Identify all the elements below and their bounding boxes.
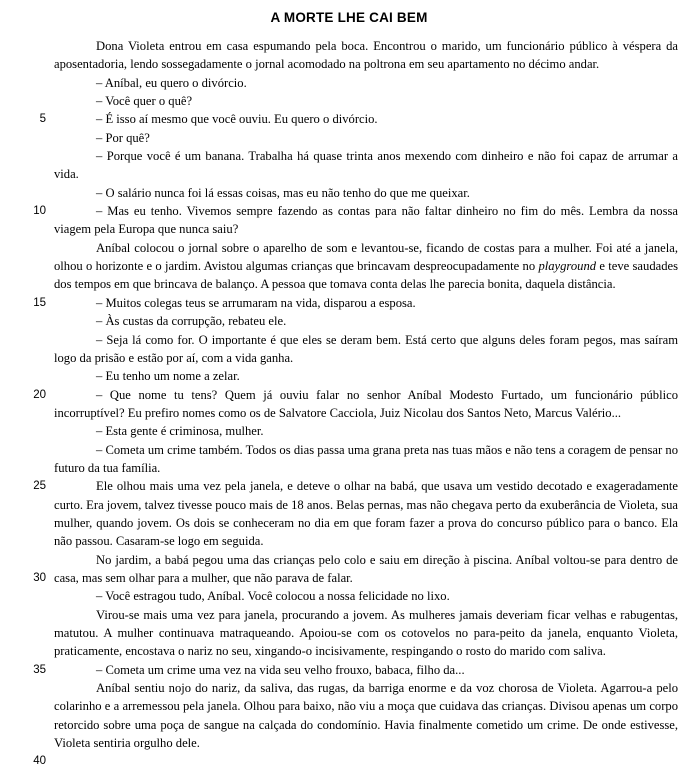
paragraph: Virou-se mais uma vez para janela, procurando a jovem. As mulheres jamais deveriam ficar velhas e rabugentas, matutou. A mulher continuava matraqueando. Apoiou-se com os cotovelos no para-peito da janela, enquanto Violeta, praticamente, encostava o nariz no seu, xingando-o incisivamente, respingando o rosto do marido com saliva. xyxy=(54,607,678,659)
line-number: 5 xyxy=(39,113,46,126)
paragraph: – Às custas da corrupção, rebateu ele. xyxy=(96,314,287,329)
line-number: 40 xyxy=(33,755,46,768)
line-number: 35 xyxy=(33,663,46,676)
paragraph: – Muitos colegas teus se arrumaram na vida, disparou a esposa. xyxy=(96,295,416,310)
paragraph: – O salário nunca foi lá essas coisas, mas eu não tenho do que me queixar. xyxy=(96,185,470,200)
paragraph-text-before-italic: Aníbal colocou o jornal sobre o aparelho de som e levantou-se, ficando de costas para a mulher. Foi até a janela, olhou o horizonte e o jardim. Avistou algumas crianças que brincavam despreocupadamente no xyxy=(54,240,678,274)
paragraph: Aníbal sentiu nojo do nariz, da saliva, das rugas, da barriga enorme e da voz chorosa de Violeta. Agarrou-a pelo colarinho e a arremessou pela janela. Olhou para baixo, não viu a moça que cuidava das crianças. Divisou apenas um corpo retorcido sobre uma poça de sangue na calçada do condomínio. Havia finalmente cometido um crime. De onde estivesse, Violeta sentiria orgulho dele. xyxy=(54,681,678,751)
paragraph-with-italic xyxy=(54,239,678,294)
paragraph: Dona Violeta entrou em casa espumando pela boca. Encontrou o marido, um funcionário público à véspera da aposentadoria, lendo sossegadamente o jornal acomodado na poltrona em seu apartamento no décimo andar. xyxy=(54,39,678,72)
line-number: 10 xyxy=(33,205,46,218)
paragraph: – Mas eu tenho. Vivemos sempre fazendo as contas para não faltar dinheiro no fim do mês. Lembra da nossa viagem pela Europa que nunca saiu? xyxy=(54,204,678,237)
paragraph: – Você quer o quê? xyxy=(96,94,193,109)
paragraph: – Porque você é um banana. Trabalha há quase trinta anos mexendo com dinheiro e não foi capaz de arrumar a vida. xyxy=(54,149,678,182)
line-number: 20 xyxy=(33,388,46,401)
paragraph: – Esta gente é criminosa, mulher. xyxy=(96,424,264,439)
paragraph: – Você estragou tudo, Aníbal. Você colocou a nossa felicidade no lixo. xyxy=(96,589,450,604)
paragraph: – Seja lá como for. O importante é que eles se deram bem. Está certo que alguns deles foram pegos, mas saíram logo da prisão e estão por aí, com a vida ganha. xyxy=(54,332,678,365)
paragraph: – Cometa um crime também. Todos os dias passa uma grana preta nas tuas mãos e não tens a coragem de pensar no futuro da tua família. xyxy=(54,442,678,475)
document-body xyxy=(33,37,678,768)
paragraph: – Que nome tu tens? Quem já ouviu falar no senhor Aníbal Modesto Furtado, um funcionário público incorruptível? Eu prefiro nomes como os de Salvatore Cacciola, Juiz Nicolau dos Santos Neto, Marcus Valério... xyxy=(54,387,678,420)
page-title: A MORTE LHE CAI BEM xyxy=(270,10,428,25)
paragraph: Ele olhou mais uma vez pela janela, e deteve o olhar na babá, que usava um vestido decotado e exageradamente curto. Era jovem, talvez tivesse pouco mais de 18 anos. Belas pernas, mas não chegava perto da exuberância de Violeta, sua mulher, quando jovem. Os dois se conheceram no dia em que foram fazer a prova do concurso público para o banco. Ela não passou. Casaram-se logo em seguida. xyxy=(54,479,678,549)
line-number: 25 xyxy=(33,480,46,493)
paragraph: – Aníbal, eu quero o divórcio. xyxy=(96,75,247,90)
paragraph: – Cometa um crime uma vez na vida seu velho frouxo, babaca, filho da... xyxy=(96,662,465,677)
line-number: 30 xyxy=(33,571,46,584)
line-number-gutter xyxy=(20,37,46,771)
paragraph: No jardim, a babá pegou uma das crianças pelo colo e saiu em direção à piscina. Aníbal voltou-se para dentro de casa, mas sem olhar para a mulher, que não parava de falar. xyxy=(54,552,678,585)
italic-term: playground xyxy=(538,259,597,274)
line-number: 15 xyxy=(33,296,46,309)
paragraph-text-after-italic: e teve saudades dos tempos em que brincava de balanço. A pessoa que tomava conta delas lhe parecia bonita, daquela distância. xyxy=(54,259,678,292)
paragraph: – Por quê? xyxy=(96,130,150,145)
paragraph: – Eu tenho um nome a zelar. xyxy=(96,369,240,384)
paragraph: – É isso aí mesmo que você ouviu. Eu quero o divórcio. xyxy=(96,112,378,127)
